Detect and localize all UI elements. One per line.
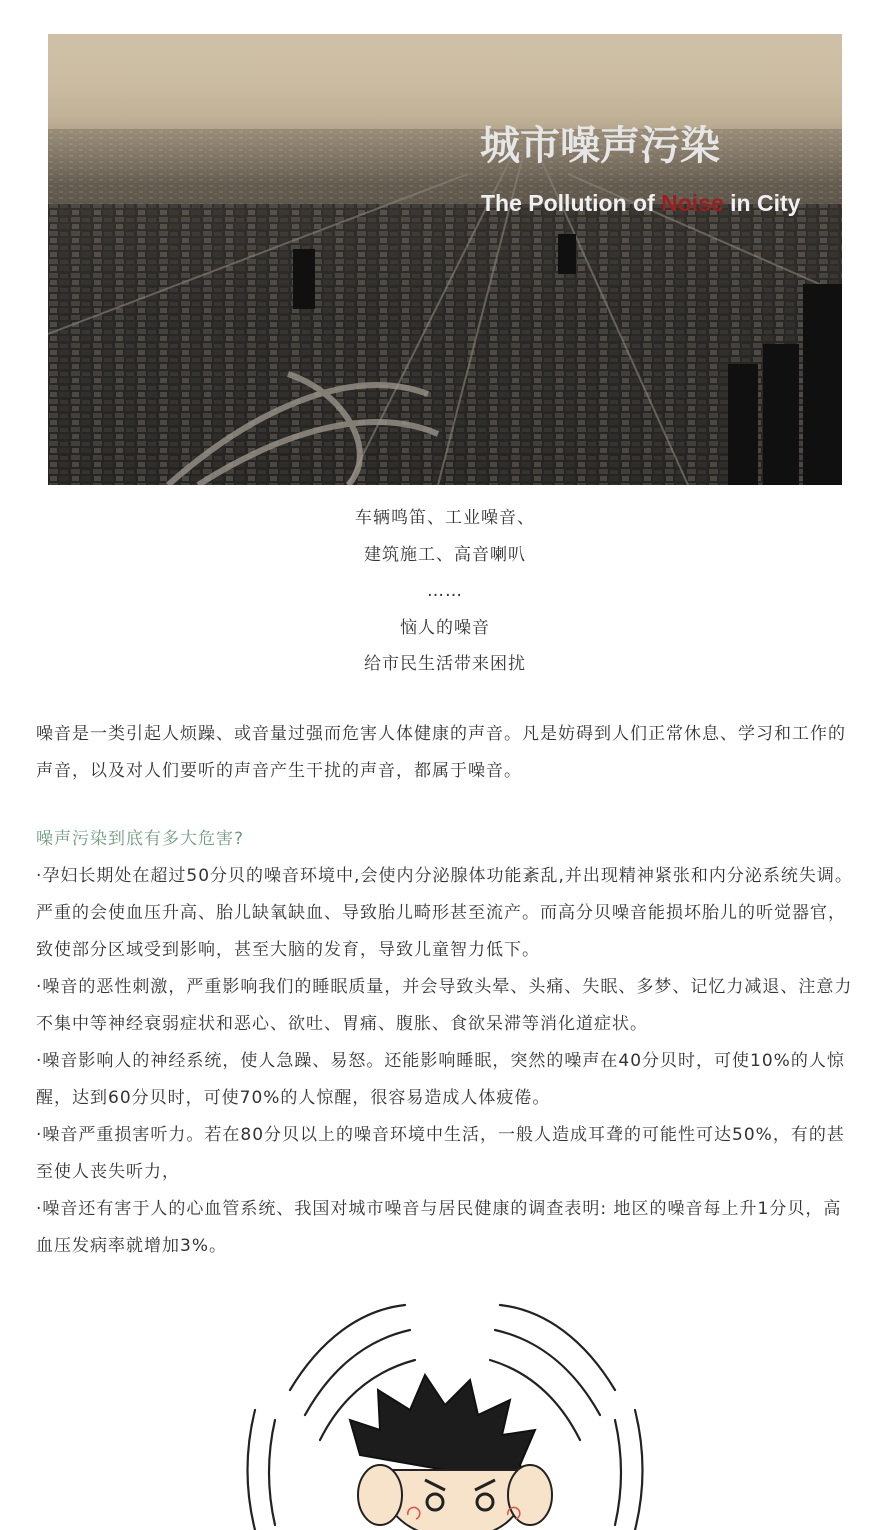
caption-line: 恼人的噪音 [400, 617, 490, 638]
harm-section [36, 821, 858, 1265]
section-heading: 噪声污染到底有多大危害? [36, 829, 245, 849]
hero-title-cn: 城市噪声污染 [480, 123, 720, 169]
hero-title-en: The Pollution of Noise in City [481, 190, 801, 216]
harm-item: ·噪音的恶性刺激，严重影响我们的睡眠质量，并会导致头晕、头痛、失眠、多梦、记忆力减退、注意力不集中等神经衰弱症状和恶心、欲吐、胃痛、腹胀、食欲呆滞等消化道症状。 [36, 977, 853, 1034]
harm-item: ·孕妇长期处在超过50分贝的噪音环境中,会使内分泌腺体功能紊乱,并出现精神紧张和内分泌系统失调。严重的会使血压升高、胎儿缺氧缺血、导致胎儿畸形甚至流产。而高分贝噪音能损坏胎儿的听觉器官，致使部分区域受到影响，甚至大脑的发育，导致儿童智力低下。 [36, 866, 853, 960]
harm-item: ·噪音还有害于人的心血管系统、我国对城市噪音与居民健康的调查表明: 地区的噪音每上升1分贝，高血压发病率就增加3%。 [36, 1199, 842, 1256]
sound-wave-icon [290, 1305, 405, 1390]
hand-icon [358, 1465, 402, 1525]
city-skyline-illustration [48, 34, 842, 485]
caption-line: 车辆鸣笛、工业噪音、 [355, 508, 535, 528]
intro-paragraph: 噪音是一类引起人烦躁、或音量过强而危害人体健康的声音。凡是妨碍到人们正常休息、学习和工作的声音，以及对人们要听的声音产生干扰的声音，都属于噪音。 [36, 724, 846, 781]
hand-icon [508, 1465, 552, 1525]
caption-line: 给市民生活带来困扰 [364, 654, 526, 674]
harm-item: ·噪音严重损害听力。若在80分贝以上的噪音环境中生活，一般人造成耳聋的可能性可达50%，有的甚至使人丧失听力， [36, 1125, 845, 1182]
caption-line: 建筑施工、高音喇叭 [364, 544, 526, 565]
caption-block [0, 500, 890, 683]
harm-item: ·噪音影响人的神经系统，使人急躁、易怒。还能影响睡眠，突然的噪声在40分贝时，可使10%的人惊醒，达到60分贝时，可使70%的人惊醒，很容易造成人体疲倦。 [36, 1051, 845, 1108]
hero-image [48, 34, 842, 485]
caption-line: …… [427, 581, 463, 601]
cartoon-illustration [230, 1280, 660, 1530]
stressed-person-illustration [230, 1280, 660, 1530]
